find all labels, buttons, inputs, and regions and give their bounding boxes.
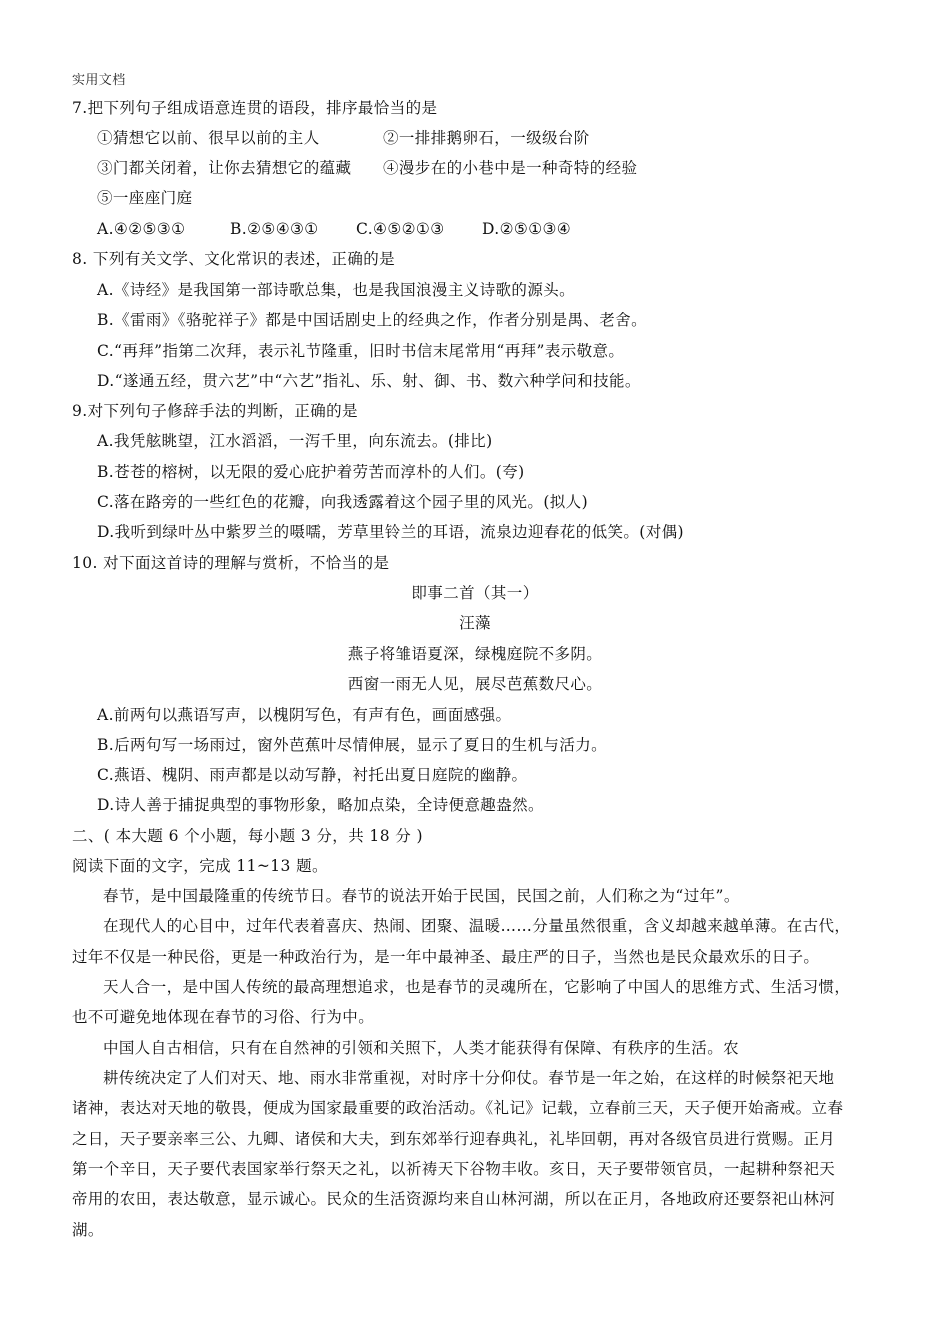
passage-paragraph-4-line-5: 第一个辛日，天子要代表国家举行祭天之礼，以祈祷天下谷物丰收。亥日，天子要带领官员，一起耕种祭祀天 xyxy=(72,1160,836,1178)
q9-option-c: C.落在路旁的一些红色的花瓣，向我透露着这个园子里的风光。(拟人) xyxy=(97,493,589,511)
q8-option-d: D.“遂通五经，贯六艺”中“六艺”指礼、乐、射、御、书、数六种学问和技能。 xyxy=(97,372,641,390)
passage-paragraph-3-line-2: 也不可避免地体现在春节的习俗、行为中。 xyxy=(72,1008,375,1026)
q7-item-1: ①猜想它以前、很早以前的主人 xyxy=(97,129,320,147)
q7-stem: 7.把下列句子组成语意连贯的语段，排序最恰当的是 xyxy=(72,99,438,117)
poem-title: 即事二首（其一） xyxy=(411,584,539,602)
poem-line-2: 西窗一雨无人见，展尽芭蕉数尺心。 xyxy=(347,675,603,693)
q10-option-d: D.诗人善于捕捉典型的事物形象，略加点染，全诗便意趣盎然。 xyxy=(97,796,544,814)
q8-stem: 8. 下列有关文学、文化常识的表述，正确的是 xyxy=(72,250,396,268)
poem-author: 汪藻 xyxy=(459,614,491,632)
passage-paragraph-2-line-1: 在现代人的心目中，过年代表着喜庆、热闹、团聚、温暖……分量虽然很重，含义却越来越单薄。在古代， xyxy=(103,917,851,935)
q7-item-4: ④漫步在的小巷中是一种奇特的经验 xyxy=(383,159,638,177)
passage-paragraph-1: 春节，是中国最隆重的传统节日。春节的说法开始于民国，民国之前，人们称之为“过年”。 xyxy=(103,887,740,905)
passage-paragraph-4-line-7: 湖。 xyxy=(72,1221,104,1239)
section-heading: 二、( 本大题 6 个小题，每小题 3 分，共 18 分 ) xyxy=(72,827,423,845)
q7-option-c: C.④⑤②①③ xyxy=(356,220,445,238)
q7-item-2: ②一排排鹅卵石，一级级台阶 xyxy=(383,129,590,147)
passage-paragraph-2-line-2: 过年不仅是一种民俗，更是一种政治行为，是一年中最神圣、最庄严的日子，当然也是民众最欢乐的日子。 xyxy=(72,948,820,966)
q7-option-a: A.④②⑤③① xyxy=(97,220,186,238)
q10-option-b: B.后两句写一场雨过，窗外芭蕉叶尽情伸展，显示了夏日的生机与活力。 xyxy=(97,736,608,754)
q10-option-c: C.燕语、槐阴、雨声都是以动写静，衬托出夏日庭院的幽静。 xyxy=(97,766,528,784)
q9-option-a: A.我凭舷眺望，江水滔滔，一泻千里，向东流去。(排比) xyxy=(97,432,493,450)
passage-paragraph-4-line-2: 耕传统决定了人们对天、地、雨水非常重视，对时序十分仰仗。春节是一年之始，在这样的时候祭祀天地 xyxy=(103,1069,835,1087)
q9-option-b: B.苍苍的榕树，以无限的爱心庇护着劳苦而淳朴的人们。(夸) xyxy=(97,463,525,481)
page-header: 实用文档 xyxy=(72,73,126,88)
q9-option-d: D.我听到绿叶丛中紫罗兰的嗫嚅，芳草里铃兰的耳语，流泉边迎春花的低笑。(对偶) xyxy=(97,523,684,541)
q7-option-d: D.②⑤①③④ xyxy=(482,220,572,238)
passage-paragraph-4-line-6: 帝用的农田，表达敬意，显示诚心。民众的生活资源均来自山林河湖，所以在正月，各地政府还要祭祀山林河 xyxy=(72,1190,836,1208)
poem-line-1: 燕子将雏语夏深，绿槐庭院不多阴。 xyxy=(347,645,603,663)
q8-option-b: B.《雷雨》《骆驼祥子》都是中国话剧史上的经典之作，作者分别是禺、老舍。 xyxy=(97,311,647,329)
passage-paragraph-4-line-3: 诸神，表达对天地的敬畏，便成为国家最重要的政治活动。《礼记》记载，立春前三天，天子便开始斋戒。立春 xyxy=(72,1099,844,1117)
q8-option-a: A.《诗经》是我国第一部诗歌总集，也是我国浪漫主义诗歌的源头。 xyxy=(97,281,576,299)
q10-stem: 10. 对下面这首诗的理解与赏析，不恰当的是 xyxy=(72,554,390,572)
q8-option-c: C.“再拜”指第二次拜，表示礼节隆重，旧时书信末尾常用“再拜”表示敬意。 xyxy=(97,342,625,360)
q9-stem: 9.对下列句子修辞手法的判断，正确的是 xyxy=(72,402,358,420)
section-instruction: 阅读下面的文字，完成 11~13 题。 xyxy=(72,857,328,875)
passage-paragraph-4-line-1: 中国人自古相信，只有在自然神的引领和关照下，人类才能获得有保障、有秩序的生活。农 xyxy=(103,1039,740,1057)
q7-item-3: ③门都关闭着，让你去猜想它的蕴藏 xyxy=(97,159,352,177)
q7-item-5: ⑤一座座门庭 xyxy=(97,189,193,207)
passage-paragraph-4-line-4: 之日，天子要亲率三公、九卿、诸侯和大夫，到东郊举行迎春典礼，礼毕回朝，再对各级官员进行赏赐。正月 xyxy=(72,1130,836,1148)
passage-paragraph-3-line-1: 天人合一，是中国人传统的最高理想追求，也是春节的灵魂所在，它影响了中国人的思维方式、生活习惯， xyxy=(103,978,851,996)
q10-option-a: A.前两句以燕语写声，以槐阴写色，有声有色，画面感强。 xyxy=(97,706,512,724)
q7-option-b: B.②⑤④③① xyxy=(230,220,319,238)
